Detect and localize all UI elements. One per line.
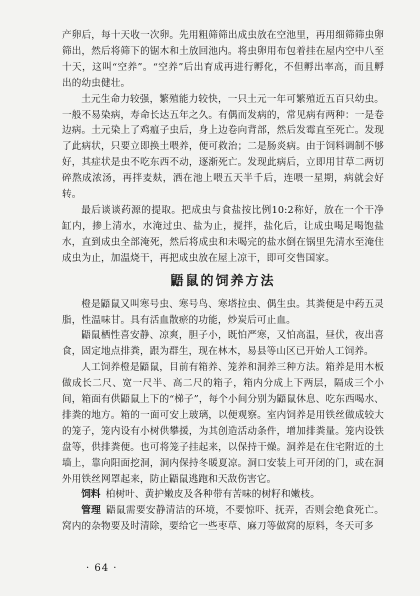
paragraph: 最后谈谈药源的提取。把成虫与食盐按比例10:2称好，放在一个干净缸内，掺上清水，水淹过虫、盐为止，搅拌，盐化后，让成虫喝足喝饱盐水，直到成虫全部淹死，然后将成虫和未喝完的盐水倒在锅里先清水至淹住成虫为止，加温烧干，再把成虫放在屋上凉干，即可交售国家。 <box>62 204 384 264</box>
paragraph-text: 柏树叶、黄护嫩皮及各种带有苦味的树籽和嫩枝。 <box>105 489 321 501</box>
page-number: · 64 · <box>86 563 118 574</box>
paragraph <box>62 487 384 503</box>
paragraph-text: 鼯鼠需要安静清洁的环境，不要惊吓、抚弄，否则会绝食死亡。窝内的杂物要及时清除，要给它一些枣草、麻刀等做窝的原料，冬天可多 <box>62 505 384 533</box>
paragraph-lead: 管理 <box>81 505 102 517</box>
paragraph: 土元生命力较强，繁殖能力较快，一只土元一年可繁殖近五百只幼虫。一般不易染病，寿命长达五年之久。有偶而发病的，常见病有两种：一是卷边病。土元染上了鸡瘟子虫后，身上边卷向背部，然后发霉直至死亡。发现了此病状，只要立即换土喂养，便可救治；二是肠炎病。由于饲料调制不够好，其症状是虫不吃东西不动，逐渐死亡。发现此病后，立即用甘草二两切碎熬成浓汤，再拌麦麸，洒在池上喂五天半千后，连喂一星期，病就会好转。 <box>62 93 384 201</box>
page-body <box>62 28 384 535</box>
paragraph: 产卵后，每十天收一次卵。先用粗筛筛出成虫放在空池里，再用细筛筛虫卵筛出，然后将筛下的锯木和土放回池内。将虫卵用布包着挂在屋内空中八至十天，这叫“空养”。“空养”后出育成再进行孵化，不但孵出率高，而且孵出的幼虫健壮。 <box>62 30 384 89</box>
section-title: 鼯鼠的饲养方法 <box>170 273 276 289</box>
paragraph <box>62 503 384 535</box>
paragraph-lead: 饲料 <box>81 489 101 501</box>
paragraph: 鼯鼠栖性喜安静、凉爽，胆子小，既怕严寒，又怕高温，昼伏，夜出喜食，固定地点排粪，跟为群生，现在林木，易县等山区已开始人工饲养。 <box>62 330 384 358</box>
paragraph: 人工饲养橙是鼯鼠，目前有箱养、笼养和洞养三种方法。箱养是用木板做成长二尺、宽一尺半、高二尺的箱子，箱内分成上下两层，隔成三个小间，箱面有供鼯鼠上下的“梯子”，每个小间分别为鼯鼠休息、吃东西喝水、排粪的地方。箱的一面可安上玻璃，以便观察。室内饲养是用铁丝做成较大的笼子，笼内设有小树供攀援，为其创造活动条件，增加排粪量。笼内设铁盘等，供排粪便。也可将笼子挂起来，以保持干燥。洞养是在住宅附近的土墙上，靠向阳面挖洞，洞内保持冬暖夏凉。洞口安装上可开闭的门，或在洞外用铁丝网罩起来，防止鼯鼠逃跑和天敌伤害它。 <box>62 362 384 485</box>
paragraph: 橙是鼯鼠又叫寒号虫、寒号鸟、寒塔拉虫、偶生虫。其粪便是中药五灵脂，性温味甘。具有活血散瘀的功能，炒炭后可止血。 <box>62 298 384 326</box>
